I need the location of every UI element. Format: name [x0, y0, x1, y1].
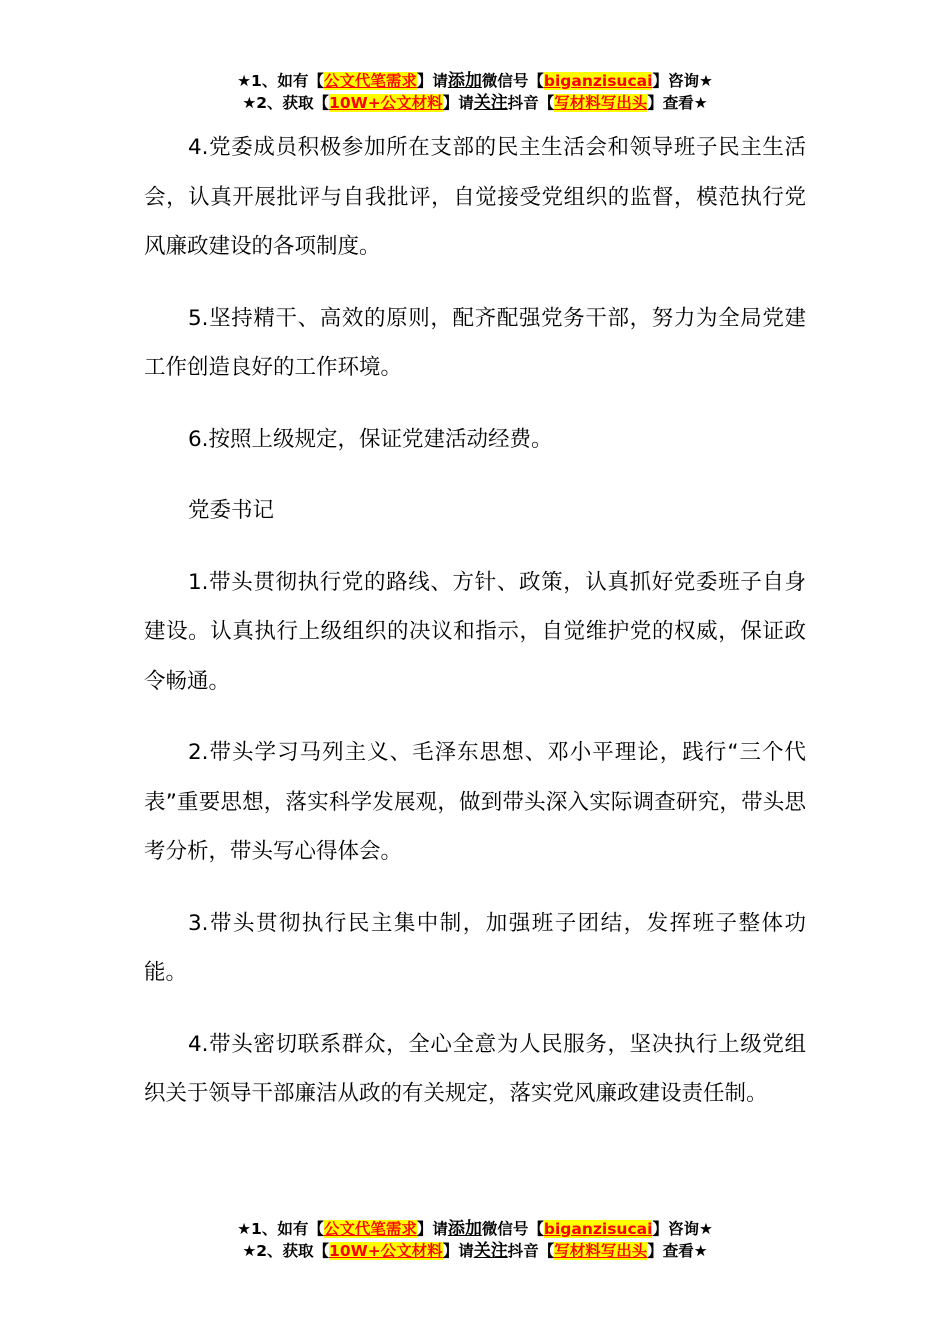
paragraph: 4.带头密切联系群众，全心全意为人民服务，坚决执行上级党组织关于领导干部廉洁从政的有关规定，落实党风廉政建设责任制。	[144, 1031, 806, 1106]
banner-text: ★1、如有【	[237, 72, 324, 90]
banner-text: ★2、获取【	[242, 94, 330, 112]
paragraph: 3.带头贯彻执行民主集中制，加强班子团结，发挥班子整体功能。	[144, 910, 806, 985]
section-heading: 党委书记	[188, 498, 275, 523]
banner-text: 微信号【	[481, 1220, 544, 1238]
banner-emphasis: 添加	[447, 1219, 482, 1239]
banner-highlight: biganzisucai	[543, 1220, 653, 1238]
banner-highlight: 10W+公文材料	[329, 1242, 443, 1260]
banner-text: 】咨询★	[652, 1220, 713, 1238]
banner-text: 】请	[442, 1242, 474, 1260]
paragraph: 4.党委成员积极参加所在支部的民主生活会和领导班子民主生活会，认真开展批评与自我批评，自觉接受党组织的监督，模范执行党风廉政建设的各项制度。	[144, 135, 806, 259]
banner-text: 】请	[442, 94, 474, 112]
banner-emphasis: 关注	[473, 1241, 508, 1261]
paragraph: 6.按照上级规定，保证党建活动经费。	[188, 426, 553, 452]
banner-text: 】咨询★	[652, 72, 713, 90]
header-banner	[0, 70, 950, 114]
banner-line-1	[0, 70, 950, 92]
footer-banner	[0, 1218, 950, 1262]
paragraph: 1.带头贯彻执行党的路线、方针、政策，认真抓好党委班子自身建设。认真执行上级组织的决议和指示，自觉维护党的权威，保证政令畅通。	[144, 569, 806, 694]
banner-line-1	[0, 1218, 950, 1240]
banner-text: 】请	[416, 1220, 448, 1238]
banner-emphasis: 添加	[447, 71, 482, 91]
banner-text: 抖音【	[507, 1242, 555, 1260]
banner-line-2	[0, 92, 950, 114]
banner-highlight: 写材料写出头	[554, 1242, 648, 1260]
banner-text: 抖音【	[507, 94, 555, 112]
document-body	[144, 123, 806, 1141]
banner-highlight: biganzisucai	[543, 72, 653, 90]
banner-text: 】查看★	[647, 1242, 708, 1260]
banner-emphasis: 关注	[473, 93, 508, 113]
banner-text: ★1、如有【	[237, 1220, 324, 1238]
banner-highlight: 10W+公文材料	[329, 94, 443, 112]
banner-text: 微信号【	[481, 72, 544, 90]
paragraph: 2.带头学习马列主义、毛泽东思想、邓小平理论，践行“三个代表”重要思想，落实科学发展观，做到带头深入实际调查研究，带头思考分析，带头写心得体会。	[144, 740, 806, 864]
banner-highlight: 公文代笔需求	[323, 72, 417, 90]
paragraph: 5.坚持精干、高效的原则，配齐配强党务干部，努力为全局党建工作创造良好的工作环境。	[144, 305, 806, 380]
banner-text: 】请	[416, 72, 448, 90]
banner-line-2	[0, 1240, 950, 1262]
banner-text: 】查看★	[647, 94, 708, 112]
banner-text: ★2、获取【	[242, 1242, 330, 1260]
banner-highlight: 写材料写出头	[554, 94, 648, 112]
banner-highlight: 公文代笔需求	[323, 1220, 417, 1238]
